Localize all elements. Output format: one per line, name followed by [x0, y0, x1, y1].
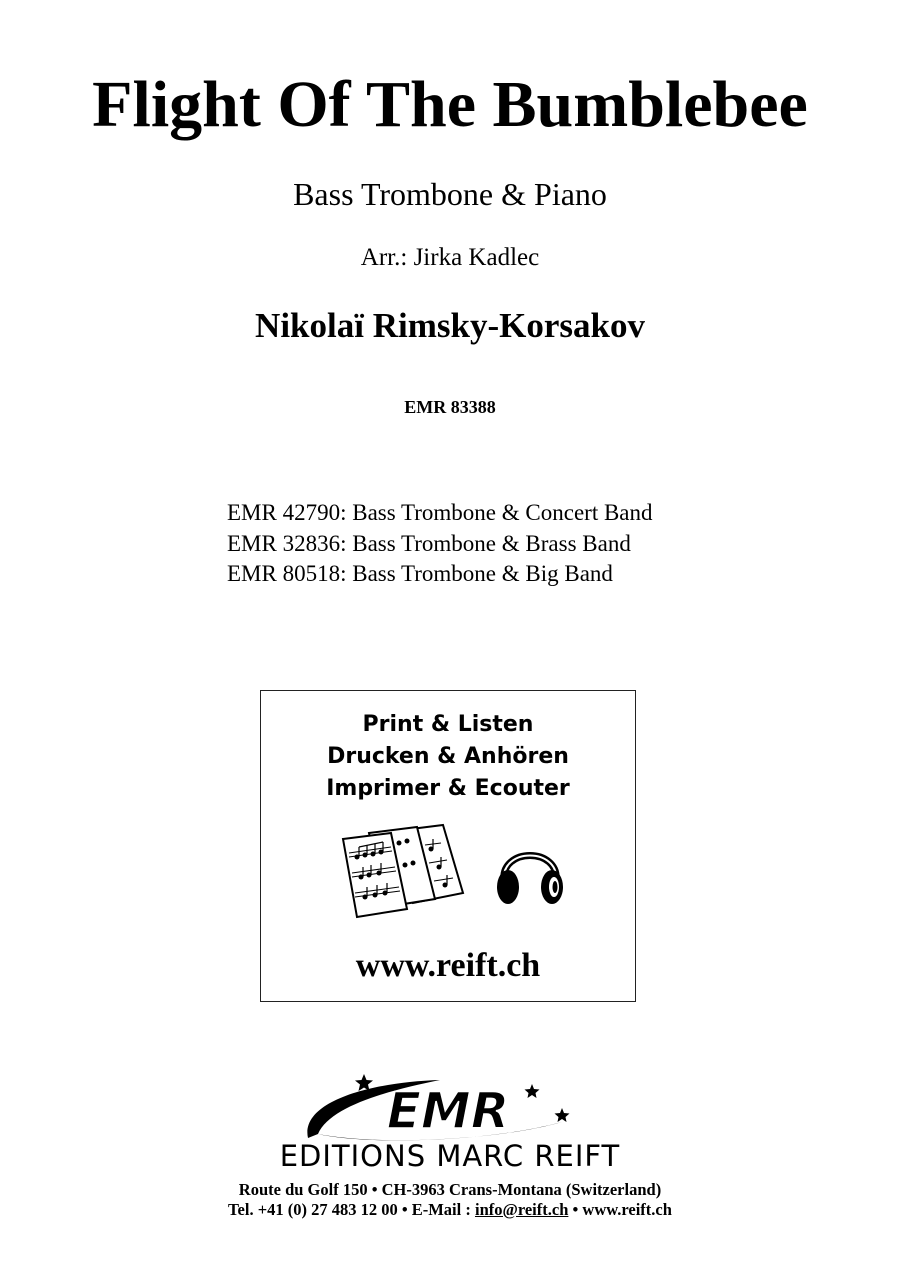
- publisher-address: Route du Golf 150 • CH-3963 Crans-Montana (Switzerland): [238, 1180, 662, 1199]
- promo-url[interactable]: www.reift.ch: [355, 947, 541, 984]
- composer: Nikolaï Rimsky-Korsakov: [255, 306, 645, 345]
- sheet-music-icon: [339, 823, 469, 919]
- emr-logo: [300, 1072, 590, 1146]
- svg-text:EMR: EMR: [386, 1082, 510, 1140]
- promo-line-de: Drucken & Anhören: [327, 744, 569, 769]
- edition-item: EMR 42790: Bass Trombone & Concert Band: [227, 500, 653, 525]
- promo-line-en: Print & Listen: [362, 712, 534, 737]
- edition-item: EMR 32836: Bass Trombone & Brass Band: [227, 530, 631, 556]
- edition-item: EMR 80518: Bass Trombone & Big Band: [227, 561, 613, 586]
- headphones-icon: [494, 831, 566, 911]
- publisher-name: EDITIONS MARC REIFT: [279, 1139, 621, 1173]
- instrumentation: Bass Trombone & Piano: [293, 176, 607, 212]
- promo-line-fr: Imprimer & Ecouter: [326, 776, 570, 801]
- website-text: • www.reift.ch: [568, 1200, 672, 1219]
- catalog-number: EMR 83388: [404, 397, 496, 417]
- publisher-address-block: [0, 1180, 900, 1220]
- publisher-contact: [0, 1200, 900, 1220]
- print-listen-box: [260, 690, 636, 1002]
- email-link[interactable]: info@reift.ch: [474, 1200, 569, 1219]
- score-title: Flight Of The Bumblebee: [92, 68, 808, 141]
- phone-text: Tel. +41 (0) 27 483 12 00 • E-Mail :: [228, 1200, 475, 1219]
- arranger: Arr.: Jirka Kadlec: [360, 244, 540, 271]
- other-editions-list: [227, 498, 653, 590]
